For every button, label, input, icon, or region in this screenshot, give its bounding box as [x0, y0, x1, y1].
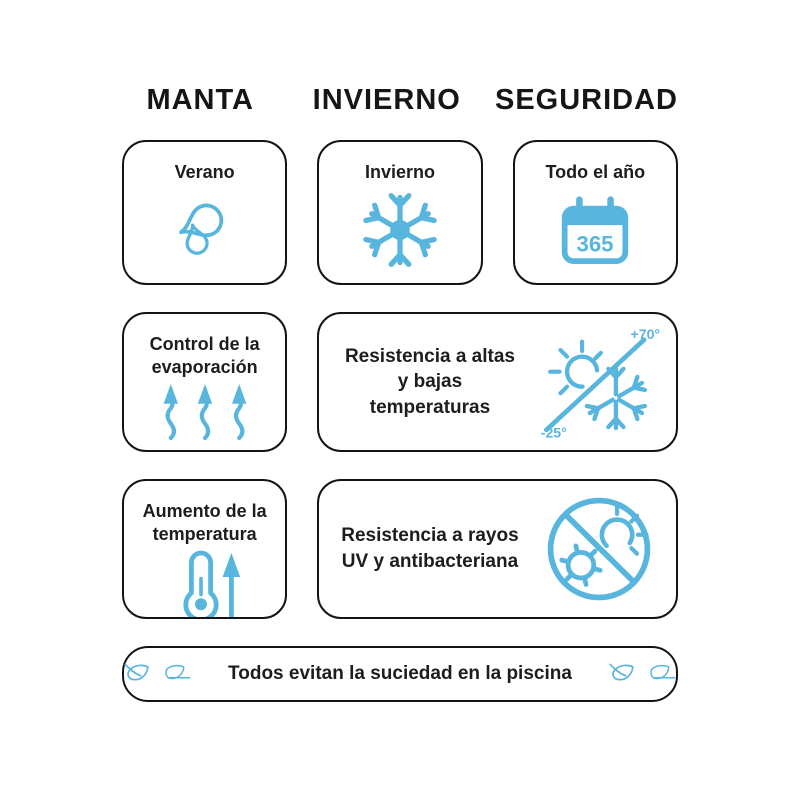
thermometer-up-arrow-icon	[124, 545, 285, 619]
card-title: Todo el año	[545, 162, 646, 182]
leaf-icon	[648, 658, 676, 690]
snowflake-icon	[319, 184, 480, 284]
card-uv-antibacteriana	[317, 479, 678, 619]
sun-snowflake-diagonal-icon	[523, 324, 676, 440]
card-todo-el-anio	[513, 140, 678, 285]
banner-text: Todos evitan la suciedad en la piscina	[228, 663, 572, 684]
card-title: Aumento de la temperatura	[142, 501, 267, 544]
card-invierno	[317, 140, 482, 285]
evaporation-arrows-icon	[124, 378, 285, 450]
card-title: Control de la evaporación	[149, 334, 260, 377]
max-temp-label: +70°	[630, 325, 661, 342]
card-temperaturas	[317, 312, 678, 452]
leaf-icon	[163, 658, 191, 690]
no-sun-bacteria-icon	[523, 492, 676, 606]
header-invierno: INVIERNO	[312, 84, 461, 116]
leaf-icon	[609, 658, 635, 690]
card-text: Resistencia a rayos UV y antibacteriana	[341, 525, 519, 572]
card-verano	[122, 140, 287, 285]
min-temp-label: -25°	[541, 424, 568, 440]
header-manta: MANTA	[146, 84, 255, 116]
card-title: Invierno	[364, 162, 435, 182]
column-headers	[122, 84, 678, 117]
header-seguridad: SEGURIDAD	[494, 84, 678, 116]
calendar-number: 365	[576, 231, 614, 257]
cards-grid	[122, 140, 678, 702]
banner-suciedad	[122, 646, 678, 702]
calendar-365-icon	[515, 184, 676, 284]
comparison-board	[122, 84, 678, 702]
card-title: Verano	[174, 162, 235, 182]
card-aumento	[122, 479, 287, 619]
water-drops-icon	[124, 184, 285, 284]
card-text: Resistencia a altas y bajas temperaturas	[344, 345, 515, 418]
card-evaporacion	[122, 312, 287, 452]
leaf-icon	[124, 658, 150, 690]
